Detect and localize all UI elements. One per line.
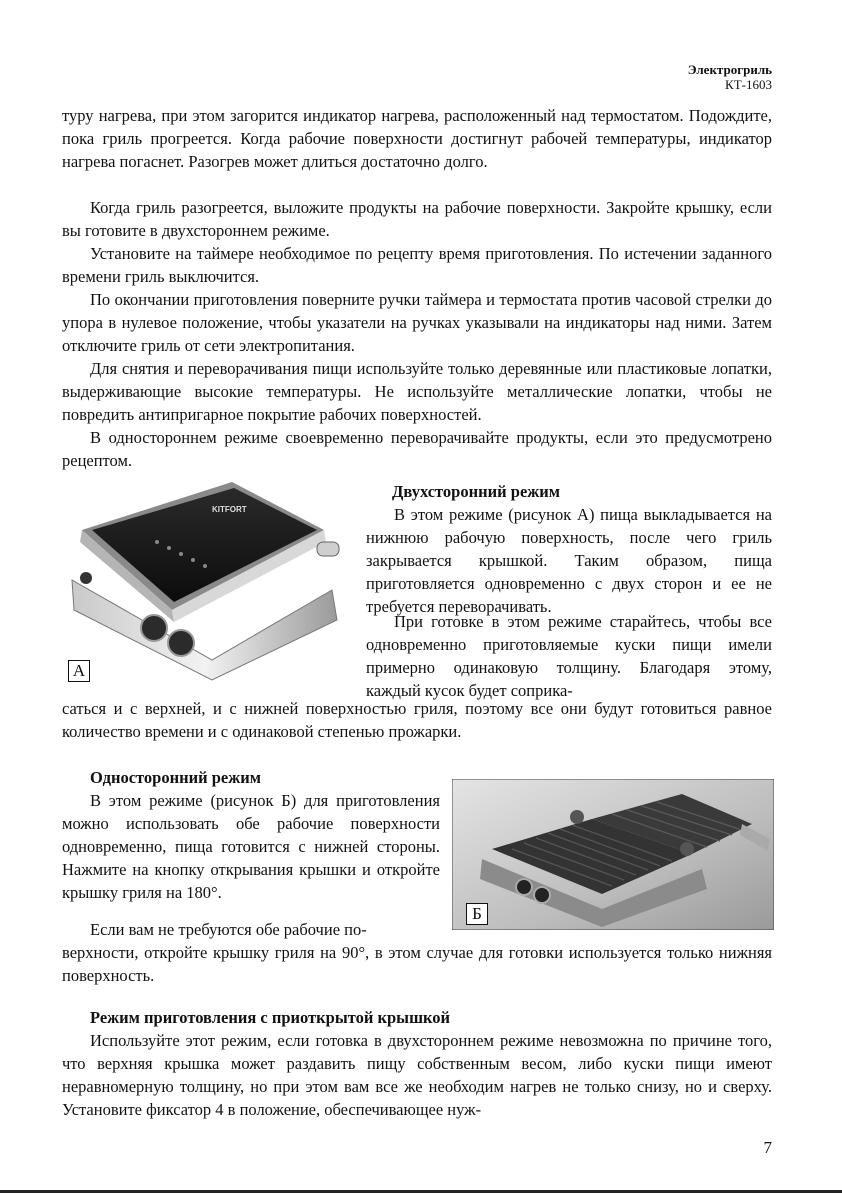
header-title: Электрогриль	[687, 62, 772, 77]
paragraph-single-p2-full: верхности, откройте крышку гриля на 90°, в этом случае для готовки используется только нижняя поверхность.	[62, 943, 772, 985]
running-header	[688, 62, 772, 92]
paragraph-single-p2-col: Если вам не требуются обе рабочие по-	[90, 920, 367, 939]
paragraph-food: Когда гриль разогреется, выложите продукты на рабочие поверхности. Закройте крышку, если вы готовите в двухстороннем режиме.	[62, 198, 772, 240]
paragraph-double-p1: В этом режиме (рисунок А) пища выкладывается на нижнюю рабочую поверхность, после чего гриль закрывается крышкой. Таким образом, пища приготовляется одновременно с двух сторон и ее не требуется переворачивать.	[366, 505, 772, 616]
paragraph-heating: туру нагрева, при этом загорится индикатор нагрева, расположенный над термостатом. Подождите, пока гриль прогреется. Когда рабочие поверхности достигнут рабочей температуры, индикатор нагрева погаснет. Разогрев может длиться достаточно долго.	[62, 106, 772, 171]
paragraph-timer: Установите на таймере необходимое по рецепту время приготовления. По истечении заданного времени гриль выключится.	[62, 244, 772, 286]
heading-single-sided: Односторонний режим	[90, 768, 261, 787]
paragraph-double-p2-full: саться и с верхней, и с нижней поверхностью гриля, поэтому все они будут готовиться равное количество времени и с одинаковой степенью прожарки.	[62, 699, 772, 741]
paragraph-finish: По окончании приготовления поверните ручки таймера и термостата против часовой стрелки до упора в нулевое положение, чтобы указатели на ручках указывали на индикаторы над ними. Затем отключите гриль от сети электропитания.	[62, 290, 772, 355]
thermostat-knob	[168, 630, 194, 656]
paragraph-single-p1: В этом режиме (рисунок Б) для приготовления можно использовать обе рабочие поверхности одновременно, пища готовится с нижней стороны. Нажмите на кнопку открывания крышки и откройте крышку гриля на 180°.	[62, 791, 440, 902]
figure-label-b: Б	[466, 903, 488, 925]
paragraph-flip: В одностороннем режиме своевременно переворачивайте продукты, если это предусмотрено рецептом.	[62, 428, 772, 470]
figure-label-a: А	[68, 660, 90, 682]
figure-b-open-grill	[452, 779, 774, 930]
paragraph-double-p2-col: При готовке в этом режиме старайтесь, чтобы все одновременно приготовляемые куски пищи имели примерно одинаковую толщину. Благодаря этому, каждый кусок будет соприка-	[366, 612, 772, 700]
page-number: 7	[763, 1138, 772, 1157]
grill-open-illustration	[452, 779, 774, 930]
paragraph-spatulas: Для снятия и переворачивания пищи используйте только деревянные или пластиковые лопатки, выдерживающие высокие температуры. Не используйте металлические лопатки, чтобы не повредить антипригарное покрытие рабочих поверхностей.	[62, 359, 772, 424]
paragraph-ajar-p1: Используйте этот режим, если готовка в двухстороннем режиме невозможна по причине того, что верхняя крышка может раздавить пищу собственным весом, либо куски пищи имеют неравномерную толщину, но при этом вам все же необходим нагрев не только снизу, но и сверху. Установите фиксатор 4 в положение, обеспечивающее нуж-	[62, 1031, 772, 1119]
figure-a-closed-grill	[62, 470, 348, 684]
brand-logo: KITFORT	[212, 505, 247, 514]
grill-closed-illustration	[62, 470, 348, 684]
heading-ajar-lid: Режим приготовления с приоткрытой крышкой	[90, 1008, 451, 1027]
heading-double-sided: Двухсторонний режим	[392, 482, 560, 501]
header-model: КТ-1603	[725, 77, 772, 92]
timer-knob	[141, 615, 167, 641]
bottom-rule	[0, 1190, 842, 1193]
